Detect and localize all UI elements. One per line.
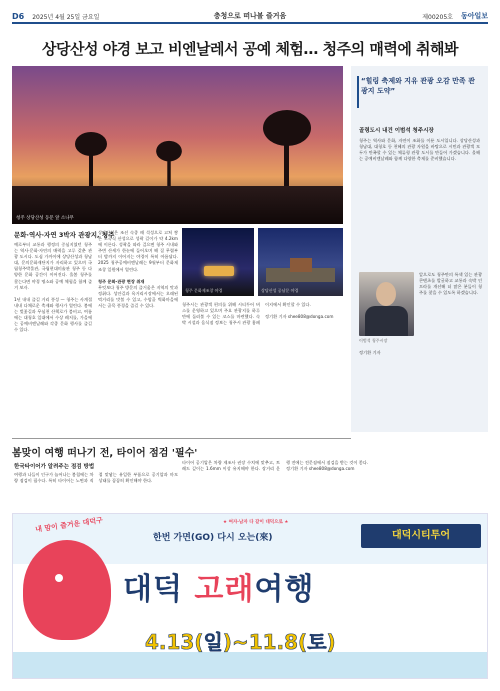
interview-body-text-2: 앞으로도 청주만의 특색 있는 관광 콘텐츠를 발굴하고 교통과 숙박 인프라를 개선해 더 많은 분들이 청주를 찾을 수 있도록 하겠습니다. [419,272,482,296]
tire-article-subhead: 한국타이어가 알려주는 점검 방법 [14,464,95,470]
right-body [182,302,343,426]
main-headline: 상당산성 야경 보고 비엔날레서 공예 체험… 청주의 매력에 취해봐 [41,40,459,58]
lead-body-text: 예로부터 교통과 행정의 중심지였던 청주는 역사·문화·자연의 매력을 고루 갖춘 관광 도시다. 도심 가까이에 상당산성과 청남대, 문의문화재단지가 자리하고 있으며 국립청주박물관, 국립현대미술관 청주 등 다양한 문화 공간이 이어진다. 올봄 청주를 찾는다면 야경 명소와 공예 체험을 함께 즐겨 보자. [14,242,92,290]
pine-tree-icon [74,124,108,194]
fortress-photo [258,228,343,296]
ad-dates: 4.13(일)~11.8(토) [145,630,336,654]
section-divider [12,438,351,439]
tire-credit: 정기환 기자 shee808@donga.com [286,466,355,472]
pine-tree-icon [152,134,186,194]
interview-body [359,138,480,268]
ad-title-part: 대덕 [123,572,195,607]
fortress-gate [290,258,312,272]
section-title: 충청으로 떠나볼 즐거움 [213,12,287,20]
page-header [12,10,488,24]
portrait-face [376,282,396,306]
interview-sidebar [351,66,488,432]
right-body-text: 청주시는 관광객 편의를 위해 시티투어 버스를 운영하고 있으며 주요 관광지를 하루 만에 둘러볼 수 있는 코스를 마련했다. 숙박 시설과 음식점 정보는 청주시 관광 홈페이지에서 확인할 수 있다. [182,302,311,326]
pine-tree-icon [262,104,312,194]
quote-bar [357,76,359,108]
issue-number: 제00205호 [422,13,453,21]
mayor-portrait [359,272,414,336]
middle-body-text: 상당산성은 조선 숙종 때 석성으로 고쳐 쌓은 포곡식 산성으로 성곽 길이가 약 4.2km에 이른다. 성곽을 따라 걸으면 청주 시내와 주변 산세가 한눈에 들어오며 해 질 무렵부터 밤까지 이어지는 야경이 특히 아름답다. 2025 청주공예비엔날레는 9월부터 문화제조창 일원에서 열린다. [98,230,178,272]
masthead: 동아일보 [460,12,488,20]
interview-side-body [419,272,482,352]
middle-subhead: 청주 문화·관광 현장 취재 [98,278,145,284]
tire-body-text: 여행과 나들이 인구가 늘어나는 봄철에는 차량 점검이 필수다. 특히 타이어는 노면과 직접 맞닿는 유일한 부품으로 공기압과 마모 상태를 꼼꼼히 확인해야 한다. [14,472,178,484]
page-number: D6 [12,11,25,21]
portrait-caption: 이범석 청주시장 [359,338,388,343]
night-photo [182,228,254,296]
ad-title-trip: 여행 [254,572,315,607]
right-credit: 정기환 기자 shee808@donga.com [265,314,334,320]
main-photo [12,66,343,224]
city-tour-badge: 대덕시티투어 [361,524,481,548]
advertisement[interactable] [12,513,488,679]
tire-article-body [14,472,178,510]
tire-body-text-2: 타이어 공기압은 차량 제조사 권장 수치에 맞추고, 트레드 깊이는 1.6mm 이상 유지해야 한다. 장거리 운행 전에는 전문점에서 점검을 받는 것이 좋다. [182,460,369,472]
photo-caption: 청주 상당산성 동문 앞 소나무 [16,216,74,221]
ad-main-slogan: 한번 가면(GO) 다시 오는(來) [153,533,273,543]
ad-corner-text: 내 맘이 즐거운 대덕구 [34,516,104,534]
interview-quote: “힐링 축제와 지유 관광 오감 만족 관광지 도약” [361,77,475,95]
whale-eye [55,574,63,582]
tire-article-body-2 [182,460,488,510]
interview-body-text: 청주는 역사와 문화, 자연이 조화를 이룬 도시입니다. 상당산성과 청남대, 대청호 등 천혜의 관광 자원을 바탕으로 시민과 관광객 모두가 만족할 수 있는 체류형 관광 도시를 만들어 가겠습니다. 올해는 공예비엔날레와 함께 다양한 축제를 준비했습니다. [359,138,480,162]
interview-title: 골령도시 내건 이범석 청주시장 [359,128,434,134]
middle-body-text-2: 무엇보다 청주 방문의 즐거움은 지역의 맛과 정취다. 성안길과 육거리시장에서는 오래된 먹거리를 맛볼 수 있고, 수암골 벽화마을에서는 골목 풍경을 즐길 수 있다. [98,284,178,309]
middle-body [98,230,178,430]
issue-date: 2025년 4월 25일 금요일 [32,13,100,21]
photo-caption: 청주 문화제조창 야경 [185,288,223,293]
lit-building [204,266,234,276]
ad-wave [13,652,488,678]
ad-top-slogan: ★ 여자·남자 다 같이 대덕으로 ★ [223,520,289,525]
interview-credit: 정기환 기자 [359,350,381,355]
lead-body-text-2: 1년 내내 즐길 거리 풍성 — 청주는 사계절 내내 다채로운 축제와 행사가 열린다. 봄에는 벚꽃길과 무심천 산책로가 붐비고, 여름에는 대청호 일대에서 수상 레저를, 가을에는 공예비엔날레와 각종 문화 행사를 즐길 수 있다. [14,296,92,333]
photo-caption: 상당산성 공남문 야경 [261,288,299,293]
ad-big-title [123,564,314,608]
interview-tail [359,350,480,422]
lead-body [14,242,92,430]
portrait-suit [365,306,408,336]
tire-article-headline: 봄맞이 여행 떠나기 전, 타이어 점검 '필수' [12,448,198,459]
whale-icon [23,540,111,640]
lead-subhead: 문화·역사·자연 3박자 관광지, 청주 [14,231,115,239]
ad-title-whale: 고래 [194,572,255,607]
